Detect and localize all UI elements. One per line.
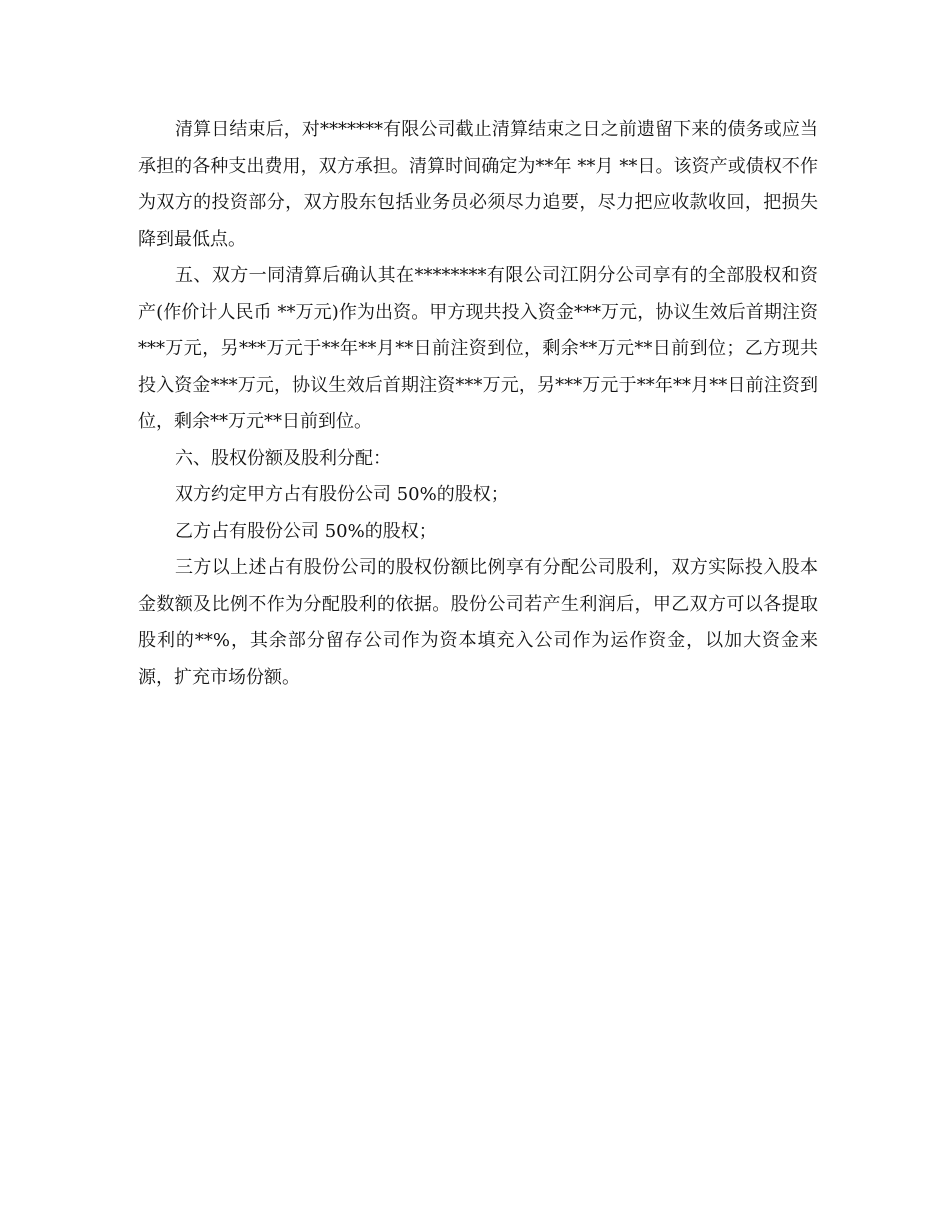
paragraph-liquidation: 清算日结束后，对*******有限公司截止清算结束之日之前遗留下来的债务或应当承担的各种支出费用，双方承担。清算时间确定为**年 **月 **日。该资产或债权不作为双方的投资部分，双方股东包括业务员必须尽力追要，尽力把应收款收回，把损失降到最低点。 xyxy=(138,119,818,250)
document-body xyxy=(138,112,818,696)
paragraph-dividend-distribution: 三方以上述占有股份公司的股权份额比例享有分配公司股利，双方实际投入股本金数额及比例不作为分配股利的依据。股份公司若产生利润后，甲乙双方可以各提取股利的**%，其余部分留存公司作为资本填充入公司作为运作资金，以加大资金来源，扩充市场份额。 xyxy=(138,557,818,688)
paragraph-section-six-heading: 六、股权份额及股利分配： xyxy=(175,447,391,469)
paragraph-party-b-share: 乙方占有股份公司 50%的股权； xyxy=(175,520,437,542)
paragraph-section-five: 五、双方一同清算后确认其在********有限公司江阴分公司享有的全部股权和资产(作价计人民币 **万元)作为出资。甲方现共投入资金***万元，协议生效后首期注资***万元，另***万元于**年**月**日前注资到位，剩余**万元**日前到位；乙方现共投入资金***万元，协议生效后首期注资***万元，另***万元于**年**月**日前注资到位，剩余**万元**日前到位。 xyxy=(138,265,818,432)
paragraph-party-a-share: 双方约定甲方占有股份公司 50%的股权； xyxy=(175,484,509,505)
